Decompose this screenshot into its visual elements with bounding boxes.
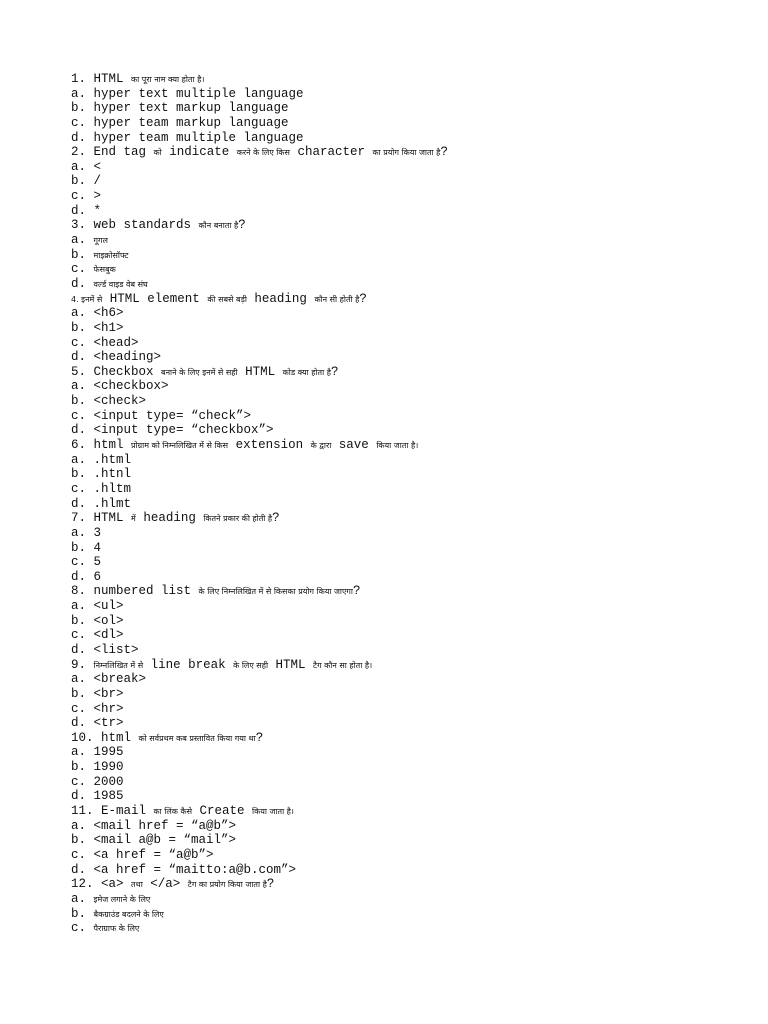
text-segment: 7. HTML xyxy=(71,511,132,526)
text-segment: d. <tr> xyxy=(71,716,124,731)
text-segment: c. 5 xyxy=(71,555,102,570)
text-segment: d. <a href = “maitto:a@b.com”> xyxy=(71,862,297,877)
text-segment: HTML element xyxy=(102,291,208,306)
question-9 xyxy=(71,658,751,673)
text-segment: 1. HTML xyxy=(71,72,132,86)
text-segment: d. 1985 xyxy=(71,789,124,804)
text-segment: a. <h6> xyxy=(71,306,124,321)
question-10-option-b xyxy=(71,760,751,775)
question-12-option-a xyxy=(71,892,751,907)
text-segment: d. <list> xyxy=(71,642,139,657)
question-3-option-c xyxy=(71,262,751,277)
question-3-option-b xyxy=(71,248,751,263)
question-3 xyxy=(71,218,751,233)
text-segment: ? xyxy=(238,218,246,233)
question-5-option-b xyxy=(71,394,751,409)
text-segment: ? xyxy=(330,364,339,379)
hindi-text-segment: का पूरा नाम क्या होता है। xyxy=(131,75,205,84)
text-segment: b. xyxy=(71,247,94,262)
text-segment: 6. html xyxy=(71,438,132,453)
question-11-option-c xyxy=(71,848,751,863)
hindi-text-segment: प्रोग्राम को निम्नलिखित में से किस xyxy=(131,441,229,451)
hindi-text-segment: गूगल xyxy=(93,236,108,246)
text-segment: 5. Checkbox xyxy=(71,364,162,379)
question-7 xyxy=(71,511,751,526)
question-1-option-d xyxy=(71,131,751,146)
question-2 xyxy=(71,145,751,160)
text-segment: c. <head> xyxy=(71,335,139,350)
text-segment: ? xyxy=(266,877,275,892)
question-9-option-a xyxy=(71,672,751,687)
question-9-option-d xyxy=(71,716,751,731)
text-segment: c. <dl> xyxy=(71,628,124,643)
text-segment: c. <a href = “a@b”> xyxy=(71,847,214,862)
hindi-text-segment: इमेज लगाने के लिए xyxy=(93,894,151,904)
hindi-text-segment: फेसबुक xyxy=(93,265,116,275)
text-segment: ? xyxy=(440,145,448,160)
text-segment: b. hyper text markup language xyxy=(71,101,289,116)
question-4-option-c xyxy=(71,336,751,351)
hindi-text-segment: के द्वारा xyxy=(310,441,332,451)
question-2-option-c xyxy=(71,189,751,204)
question-11-option-a xyxy=(71,819,751,834)
question-6-option-d xyxy=(71,497,751,512)
question-10 xyxy=(71,731,751,746)
question-5 xyxy=(71,365,751,380)
text-segment: character xyxy=(289,145,373,160)
question-8 xyxy=(71,584,751,599)
text-segment: ? xyxy=(353,584,361,599)
question-list xyxy=(71,72,751,936)
hindi-text-segment: में xyxy=(131,514,136,524)
text-segment: b. <br> xyxy=(71,686,124,701)
text-segment: c. hyper team markup language xyxy=(71,115,289,130)
question-1-option-c xyxy=(71,116,751,131)
question-6-option-b xyxy=(71,467,751,482)
question-4-option-d xyxy=(71,350,751,365)
question-2-option-b xyxy=(71,174,751,189)
question-2-option-d xyxy=(71,204,751,219)
text-segment: 11. E-mail xyxy=(71,804,154,819)
text-segment: a. <mail href = “a@b”> xyxy=(71,818,237,833)
hindi-text-segment: कौन बनाता है xyxy=(198,221,239,231)
hindi-text-segment: बनाने के लिए इनमें से सही xyxy=(161,367,238,377)
question-8-option-b xyxy=(71,614,751,629)
question-7-option-a xyxy=(71,526,751,541)
text-segment: a. < xyxy=(71,159,102,174)
text-segment: c. 2000 xyxy=(71,774,124,789)
hindi-text-segment: टैग का प्रयोग किया जाता है xyxy=(187,880,267,890)
question-3-option-a xyxy=(71,233,751,248)
question-3-option-d xyxy=(71,277,751,292)
hindi-text-segment: का प्रयोग किया जाता है xyxy=(372,148,441,158)
text-segment: d. hyper team multiple language xyxy=(71,130,304,145)
question-8-option-a xyxy=(71,599,751,614)
text-segment: 2. End tag xyxy=(71,145,154,160)
question-5-option-c xyxy=(71,409,751,424)
hindi-text-segment: माइक्रोसॉफ्ट xyxy=(93,250,129,260)
question-7-option-c xyxy=(71,555,751,570)
text-segment: d. xyxy=(71,276,94,291)
question-9-option-c xyxy=(71,702,751,717)
hindi-text-segment: को सर्वप्रथम कब प्रस्तावित किया गया था xyxy=(138,733,256,743)
hindi-text-segment: कितने प्रकार की होती है xyxy=(203,514,273,524)
question-4 xyxy=(71,292,751,307)
question-12-option-b xyxy=(71,907,751,922)
question-12-option-c xyxy=(71,921,751,936)
question-1-option-b xyxy=(71,101,751,116)
question-10-option-d xyxy=(71,789,751,804)
text-segment: HTML xyxy=(237,364,283,379)
question-2-option-a xyxy=(71,160,751,175)
question-8-option-c xyxy=(71,628,751,643)
question-11-option-b xyxy=(71,833,751,848)
text-segment: ? xyxy=(272,511,280,526)
text-segment: c. xyxy=(71,921,94,936)
question-4-option-b xyxy=(71,321,751,336)
hindi-text-segment: के लिए निम्नलिखित में से किसका प्रयोग किया जाएगा xyxy=(198,587,353,597)
hindi-text-segment: कौन सी होती है xyxy=(314,294,360,304)
text-segment: heading xyxy=(135,511,204,526)
hindi-text-segment: के लिए सही xyxy=(233,660,269,670)
question-11 xyxy=(71,804,751,819)
question-11-option-d xyxy=(71,863,751,878)
question-8-option-d xyxy=(71,643,751,658)
text-segment: a. xyxy=(71,891,94,906)
text-segment: b. 1990 xyxy=(71,760,124,775)
hindi-text-segment: पैराग्राफ के लिए xyxy=(93,924,140,934)
text-segment: a. <checkbox> xyxy=(71,379,169,394)
hindi-text-segment: कोड क्या होता है xyxy=(282,367,331,377)
text-segment: b. .htnl xyxy=(71,467,132,482)
hindi-text-segment: को xyxy=(153,148,162,158)
question-9-option-b xyxy=(71,687,751,702)
text-segment: d. <input type= “checkbox”> xyxy=(71,423,274,438)
text-segment: c. .hltm xyxy=(71,481,132,496)
text-segment: b. xyxy=(71,906,94,921)
text-segment: extension xyxy=(228,438,311,453)
question-4-option-a xyxy=(71,306,751,321)
text-segment: save xyxy=(331,438,377,453)
hindi-text-segment: किया जाता है। xyxy=(252,807,294,817)
text-segment: d. <heading> xyxy=(71,350,162,365)
text-segment: 3. web standards xyxy=(71,218,199,233)
question-6-option-c xyxy=(71,482,751,497)
question-5-option-d xyxy=(71,423,751,438)
text-segment: indicate xyxy=(161,145,237,160)
text-segment: 10. html xyxy=(71,730,139,745)
text-segment: HTML xyxy=(268,657,314,672)
hindi-text-segment: किया जाता है। xyxy=(376,441,419,451)
text-segment: line break xyxy=(143,657,234,672)
hindi-text-segment: टैग कौन सा होता है। xyxy=(313,660,373,670)
hindi-text-segment: वर्ल्ड वाइड वेब संघ xyxy=(93,279,148,289)
question-7-option-d xyxy=(71,570,751,585)
text-segment: d. 6 xyxy=(71,569,102,584)
hindi-text-segment: की सबसे बड़ी xyxy=(207,294,247,304)
text-segment: c. <hr> xyxy=(71,701,124,716)
text-segment: Create xyxy=(192,804,253,819)
hindi-text-segment: निम्नलिखित में से xyxy=(93,660,144,670)
text-segment: 8. numbered list xyxy=(71,584,199,599)
text-segment: c. xyxy=(71,262,94,277)
text-segment: b. <mail a@b = “mail”> xyxy=(71,833,237,848)
text-segment: b. <ol> xyxy=(71,613,124,628)
text-segment: a. 1995 xyxy=(71,745,124,760)
hindi-text-segment: बैकग्राउंड बदलने के लिए xyxy=(93,909,164,919)
text-segment: b. / xyxy=(71,174,102,189)
text-segment: a. <break> xyxy=(71,672,147,687)
text-segment: heading xyxy=(246,291,315,306)
text-segment: c. <input type= “check”> xyxy=(71,408,252,423)
text-segment: 12. <a> xyxy=(71,877,132,892)
question-10-option-c xyxy=(71,775,751,790)
text-segment: d. * xyxy=(71,203,102,218)
question-6-option-a xyxy=(71,453,751,468)
text-segment: a. hyper text multiple language xyxy=(71,86,304,101)
hindi-text-segment: 4. इनमें से xyxy=(71,294,103,304)
question-6 xyxy=(71,438,751,453)
text-segment: </a> xyxy=(142,877,188,892)
text-segment: a. xyxy=(71,233,94,248)
question-5-option-a xyxy=(71,379,751,394)
question-7-option-b xyxy=(71,541,751,556)
text-segment: a. .html xyxy=(71,452,132,467)
text-segment: ? xyxy=(255,730,264,745)
text-segment: b. <check> xyxy=(71,394,147,409)
text-segment: a. 3 xyxy=(71,525,102,540)
text-segment: a. <ul> xyxy=(71,599,124,614)
text-segment: ? xyxy=(359,291,367,306)
text-segment: 9. xyxy=(71,657,94,672)
question-10-option-a xyxy=(71,745,751,760)
text-segment: d. .hlmt xyxy=(71,496,132,511)
hindi-text-segment: तथा xyxy=(131,880,143,890)
question-12 xyxy=(71,877,751,892)
text-segment: b. <h1> xyxy=(71,320,124,335)
text-segment: c. > xyxy=(71,189,102,204)
hindi-text-segment: का लिंक कैसे xyxy=(153,807,193,817)
text-segment: b. 4 xyxy=(71,540,102,555)
question-1-option-a xyxy=(71,87,751,102)
question-1 xyxy=(71,72,751,87)
hindi-text-segment: करने के लिए किस xyxy=(236,148,290,158)
